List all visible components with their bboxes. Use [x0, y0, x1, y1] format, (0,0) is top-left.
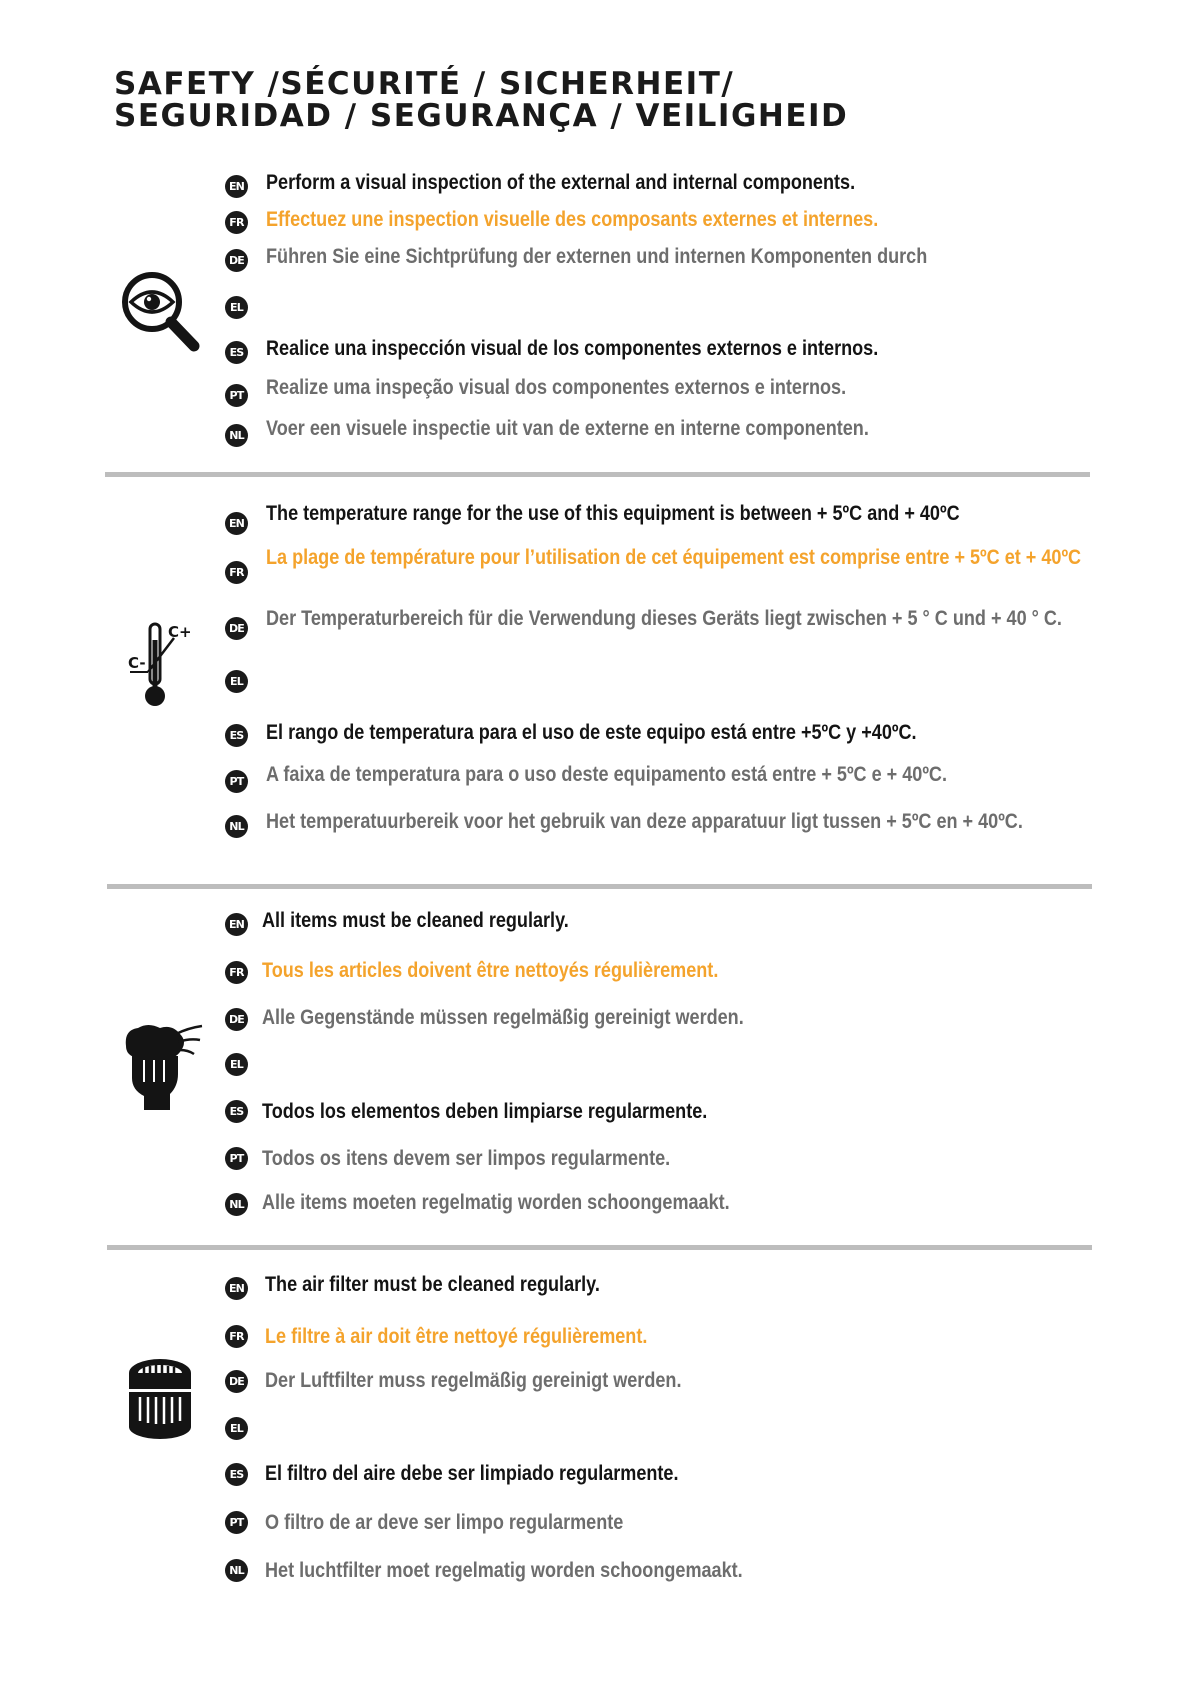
text-fr: Tous les articles doivent être nettoyés régulièrement. — [262, 959, 719, 982]
lang-badge-fr: FR — [225, 211, 248, 234]
lang-badge-el: EL — [225, 670, 248, 693]
lang-badge-pt: PT — [225, 384, 248, 407]
thermometer-plus-label: C+ — [168, 623, 192, 641]
lang-badge-fr: FR — [225, 561, 248, 584]
text-en: All items must be cleaned regularly. — [262, 909, 569, 932]
text-de: Alle Gegenstände müssen regelmäßig gereinigt werden. — [262, 1006, 744, 1029]
lang-badge-es: ES — [225, 724, 248, 747]
section-divider — [107, 1245, 1092, 1250]
text-nl: Voer een visuele inspectie uit van de externe en interne componenten. — [266, 417, 869, 440]
cleaning-hand-icon — [118, 1020, 204, 1112]
lang-badge-el: EL — [225, 1053, 248, 1076]
text-en: Perform a visual inspection of the external and internal components. — [266, 171, 856, 194]
title-line-2: SEGURIDAD / SEGURANÇA / VEILIGHEID — [114, 98, 849, 134]
text-nl: Het luchtfilter moet regelmatig worden schoongemaakt. — [265, 1559, 743, 1582]
text-pt: O filtro de ar deve ser limpo regularmente — [265, 1511, 624, 1534]
lang-badge-pt: PT — [225, 1147, 248, 1170]
text-nl: Alle items moeten regelmatig worden schoongemaakt. — [262, 1191, 730, 1214]
text-es: El filtro del aire debe ser limpiado regularmente. — [265, 1462, 679, 1485]
text-pt: Realize uma inspeção visual dos componentes externos e internos. — [266, 376, 847, 399]
section-divider — [105, 472, 1090, 477]
lang-badge-es: ES — [225, 1100, 248, 1123]
text-de: Führen Sie eine Sichtprüfung der externen und internen Komponenten durch — [266, 245, 928, 268]
lang-badge-de: DE — [225, 617, 248, 640]
title-line-1: SAFETY /SÉCURITÉ / SICHERHEIT/ — [114, 66, 735, 102]
lang-badge-nl: NL — [225, 424, 248, 447]
air-filter-icon — [126, 1355, 194, 1443]
text-fr: La plage de température pour l’utilisation de cet équipement est comprise entre + 5ºC et + 40ºC — [266, 546, 1082, 569]
text-en: The air filter must be cleaned regularly. — [265, 1273, 600, 1296]
page-title — [114, 68, 848, 132]
lang-badge-de: DE — [225, 1008, 248, 1031]
text-pt: A faixa de temperatura para o uso deste equipamento está entre + 5ºC e + 40ºC. — [266, 763, 947, 786]
lang-badge-en: EN — [225, 175, 248, 198]
eye-magnifier-icon — [118, 270, 202, 354]
lang-badge-es: ES — [225, 1463, 248, 1486]
lang-badge-en: EN — [225, 512, 248, 535]
lang-badge-fr: FR — [225, 961, 248, 984]
lang-badge-en: EN — [225, 913, 248, 936]
lang-badge-el: EL — [225, 1417, 248, 1440]
lang-badge-de: DE — [225, 1370, 248, 1393]
thermometer-minus-label: C- — [128, 654, 146, 672]
text-de: Der Temperaturbereich für die Verwendung dieses Geräts liegt zwischen + 5 ° C und + 40 ° C. — [266, 607, 1062, 630]
text-fr: Effectuez une inspection visuelle des composants externes et internes. — [266, 208, 879, 231]
text-es: Realice una inspección visual de los componentes externos e internos. — [266, 337, 879, 360]
lang-badge-de: DE — [225, 249, 248, 272]
text-de: Der Luftfilter muss regelmäßig gereinigt werden. — [265, 1369, 682, 1392]
section-divider — [107, 884, 1092, 889]
text-pt: Todos os itens devem ser limpos regularmente. — [262, 1147, 671, 1170]
text-es: Todos los elementos deben limpiarse regularmente. — [262, 1100, 708, 1123]
lang-badge-nl: NL — [225, 1193, 248, 1216]
thermometer-icon — [126, 620, 194, 708]
lang-badge-en: EN — [225, 1277, 248, 1300]
lang-badge-fr: FR — [225, 1325, 248, 1348]
lang-badge-pt: PT — [225, 1511, 248, 1534]
lang-badge-es: ES — [225, 341, 248, 364]
text-fr: Le filtre à air doit être nettoyé régulièrement. — [265, 1325, 648, 1348]
lang-badge-nl: NL — [225, 1559, 248, 1582]
lang-badge-nl: NL — [225, 815, 248, 838]
lang-badge-pt: PT — [225, 770, 248, 793]
text-es: El rango de temperatura para el uso de este equipo está entre +5ºC y +40ºC. — [266, 721, 917, 744]
lang-badge-el: EL — [225, 296, 248, 319]
text-en: The temperature range for the use of this equipment is between + 5ºC and + 40ºC — [266, 502, 960, 525]
text-nl: Het temperatuurbereik voor het gebruik van deze apparatuur ligt tussen + 5ºC en + 40ºC. — [266, 810, 1023, 833]
